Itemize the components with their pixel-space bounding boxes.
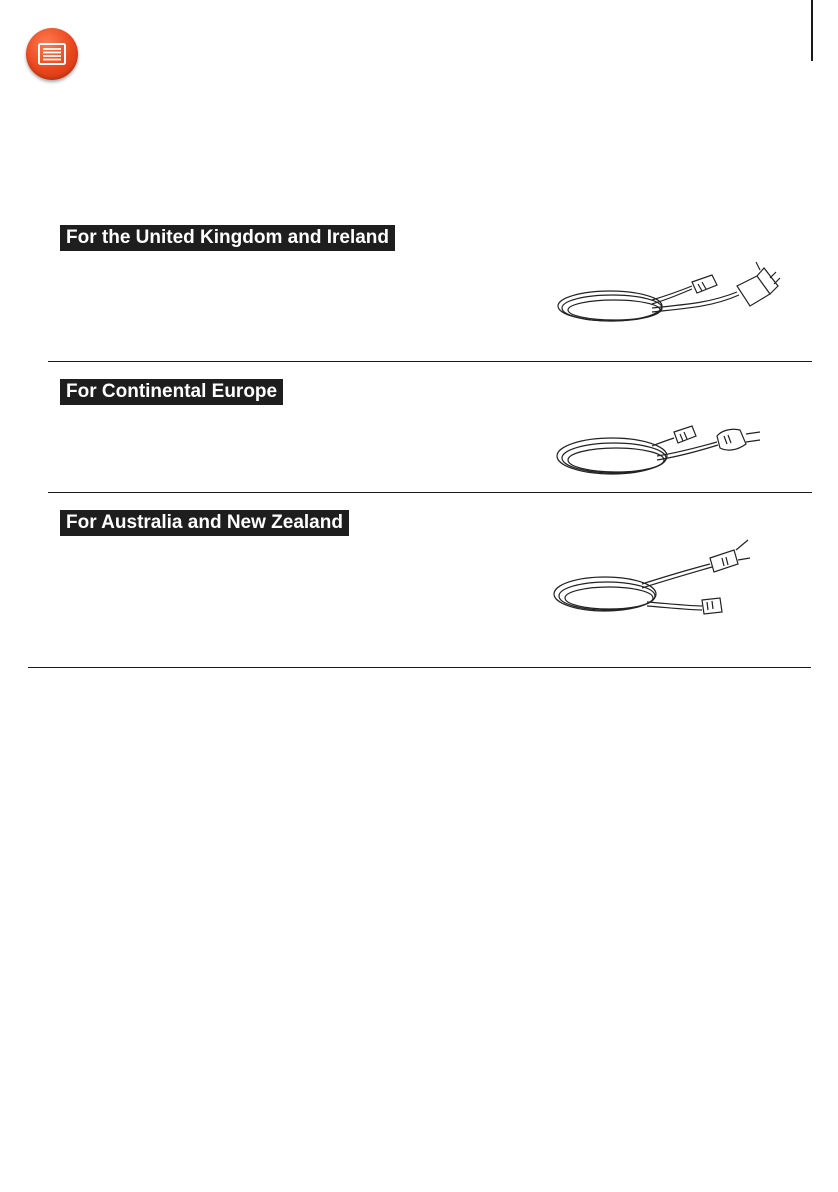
au-power-cord-illustration (552, 530, 762, 620)
section-label-uk-ireland: For the United Kingdom and Ireland (60, 225, 395, 251)
section-divider (48, 492, 812, 493)
section-label-australia-new-zealand: For Australia and New Zealand (60, 510, 349, 536)
eu-power-cord-illustration (552, 410, 772, 485)
section-label-continental-europe: For Continental Europe (60, 379, 283, 405)
section-divider (48, 361, 812, 362)
menu-button[interactable] (26, 28, 78, 80)
page-edge-rule (811, 0, 813, 61)
uk-power-cord-illustration (552, 260, 782, 330)
menu-list-icon (38, 43, 66, 65)
section-divider (28, 667, 811, 668)
